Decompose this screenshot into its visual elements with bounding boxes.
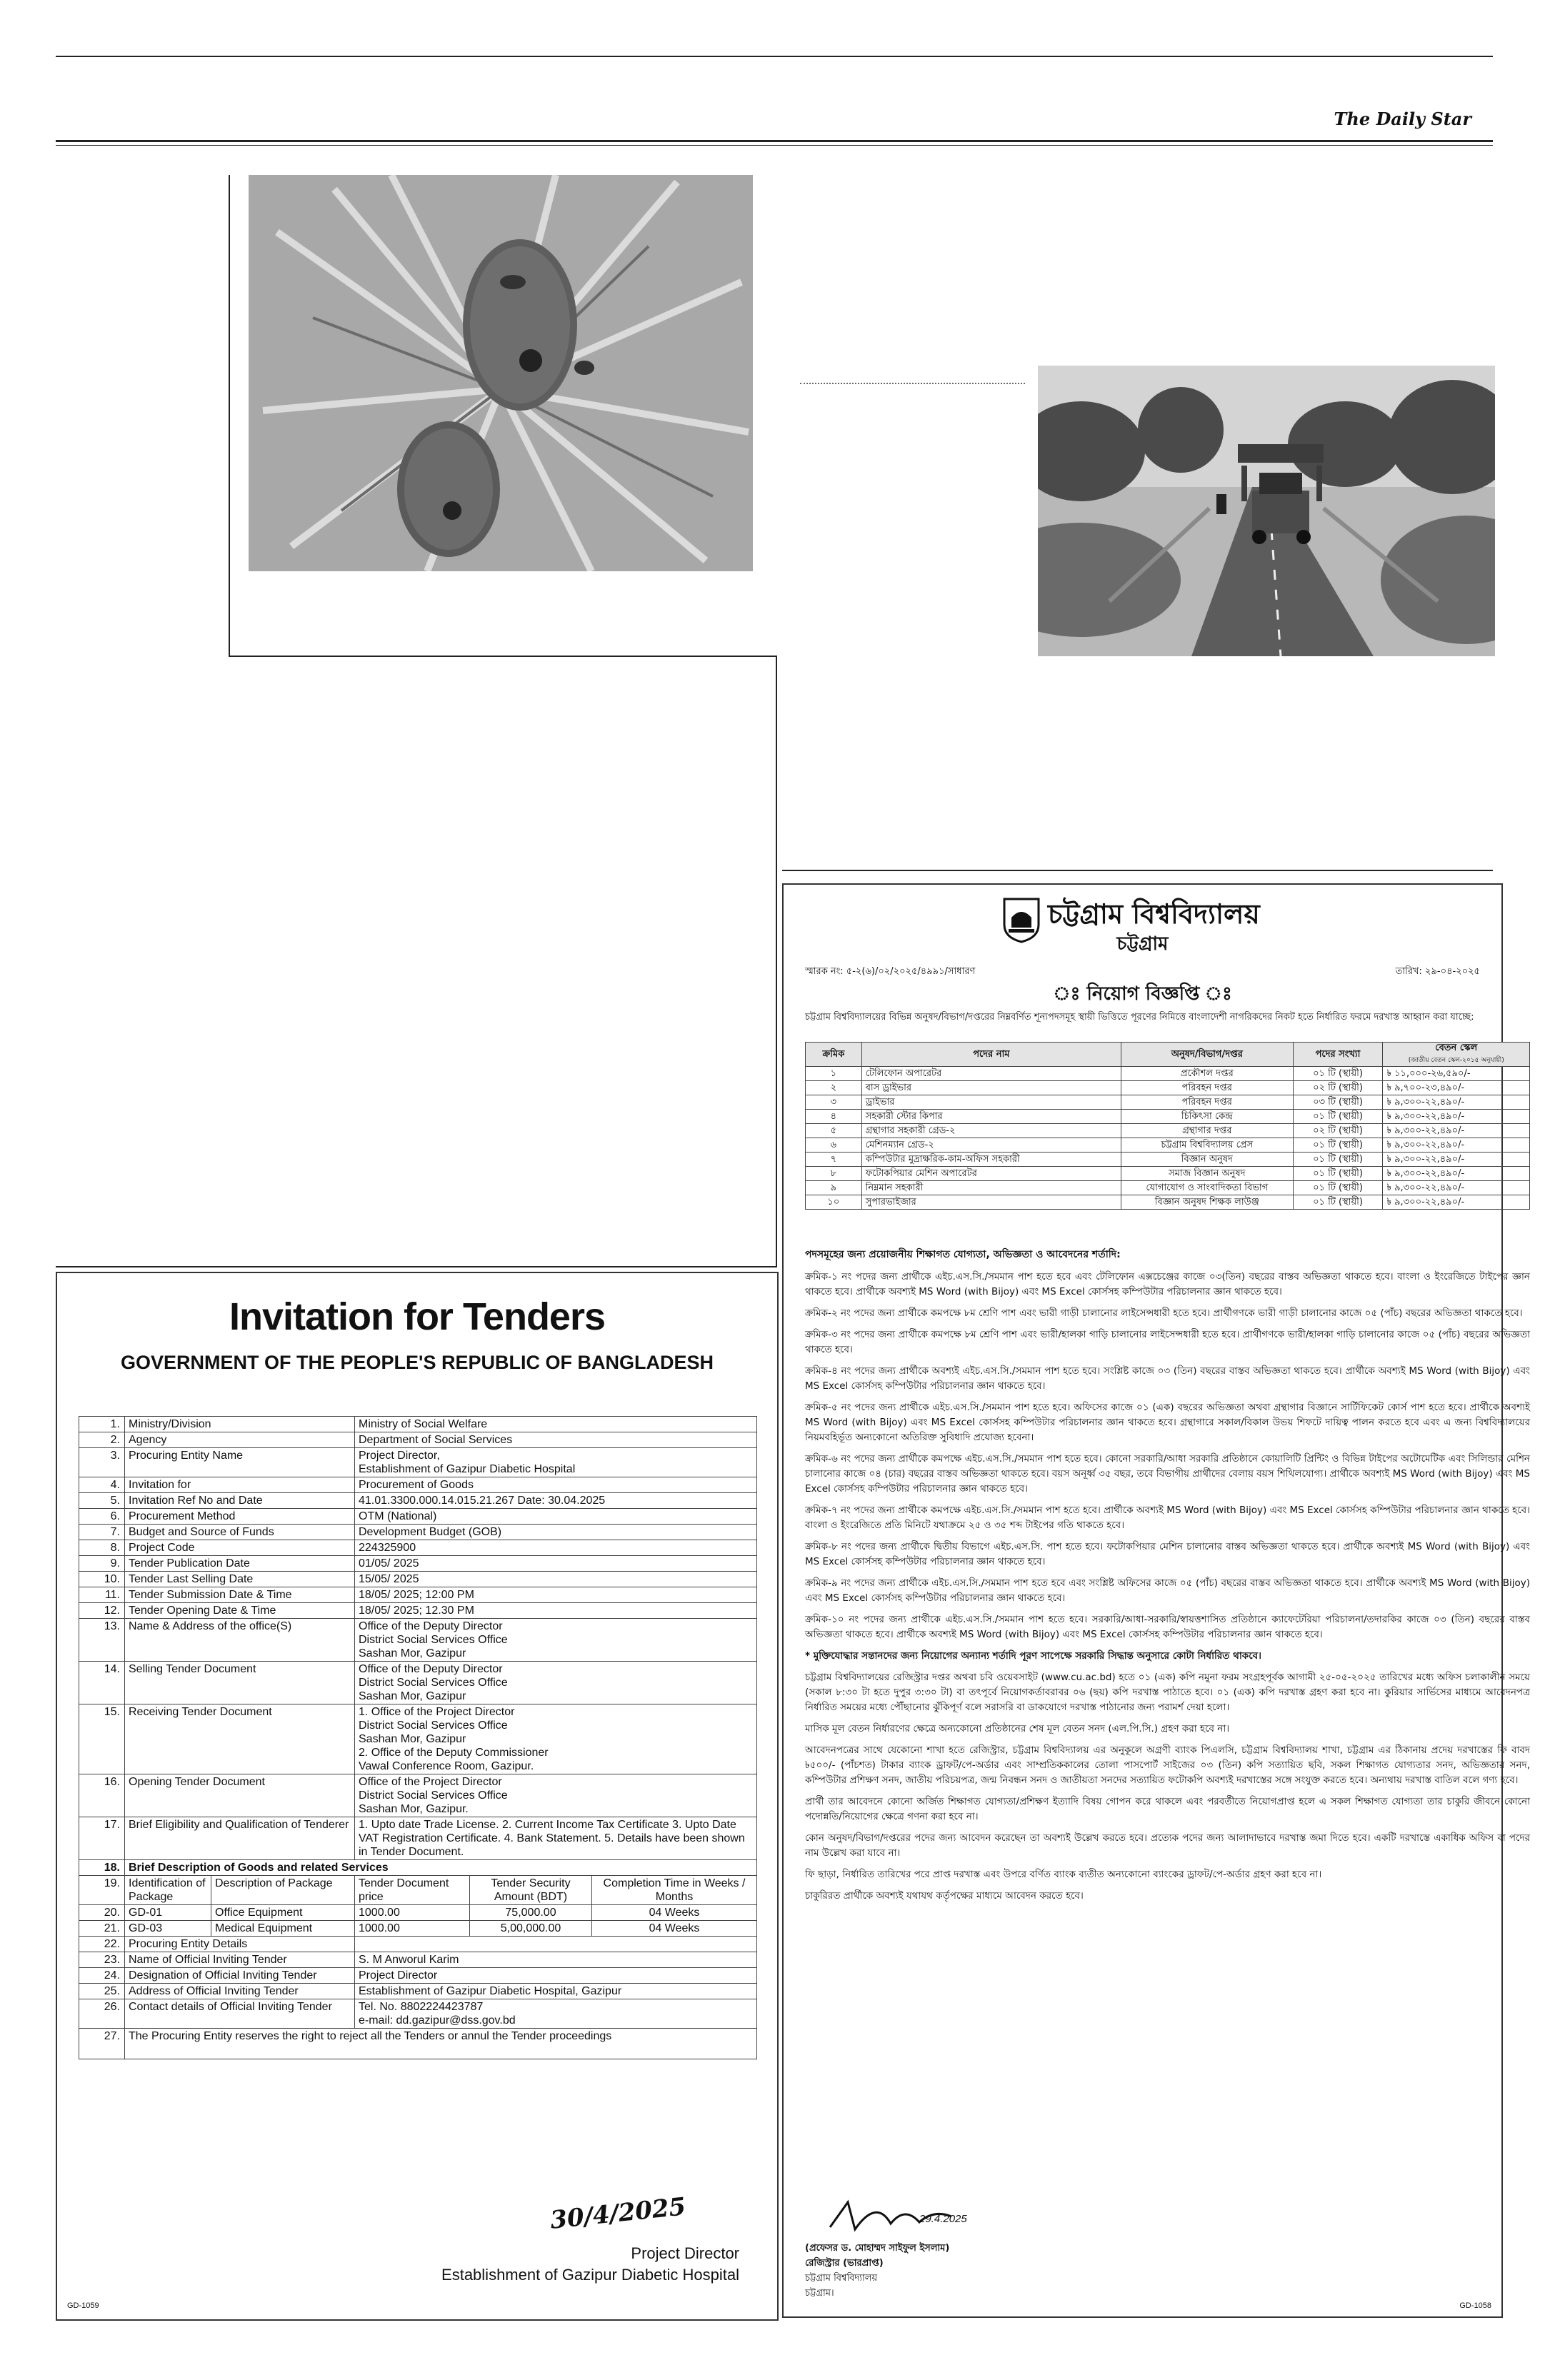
- university-name: চট্টগ্রাম বিশ্ববিদ্যালয়: [1048, 898, 1260, 930]
- package-id: GD-03: [125, 1921, 211, 1937]
- condition-paragraph: ক্রমিক-৬ নং পদের জন্য প্রার্থীকে কমপক্ষে এইচ.এস.সি./সমমান পাশ হতে হবে। কোনো সরকারি/আধা সরকারি প্রতিষ্ঠানে কোয়ালিটি প্রিন্টিং ও বিভিন্ন টাইপের অটোমেটিক এবং সিলিন্ডার মেশিন চালানোর কাজে ০৪ (চার) বছরের বাস্তব অভিজ্ঞতা থাকতে হবে। বয়স অনূর্ধ্ব ৩৫ বছর, তবে বিভাগীয় প্রার্থীদের বেলায় বয়স শিথিলযোগ্য। প্রার্থীকে অবশ্যই MS Word (with Bijoy) এবং MS Excel কোর্সসহ কম্পিউটার পরিচালনার জ্ঞান থাকতে হবে।: [805, 1453, 1531, 1495]
- post-scale: ৳ ১১,০০০-২৬,৫৯০/-: [1383, 1067, 1530, 1081]
- post-count: ০১ টি (স্থায়ী): [1293, 1138, 1383, 1153]
- post-scale: ৳ ৯,৩০০-২২,৪৯০/-: [1383, 1181, 1530, 1195]
- row-value: [355, 1937, 757, 1952]
- row-value: Tel. No. 8802224423787 e-mail: dd.gazipur@dss.gov.bd: [355, 1999, 757, 2029]
- post-row: [806, 1167, 1530, 1181]
- post-count: ০১ টি (স্থায়ী): [1293, 1067, 1383, 1081]
- row-label: Tender Last Selling Date: [125, 1572, 355, 1587]
- condition-paragraph: ক্রমিক-১ নং পদের জন্য প্রার্থীকে এইচ.এস.সি./সমমান পাশ হতে হবে এবং টেলিফোন এক্সচেঞ্জের কাজে ০৩(তিন) বছরের বাস্তব অভিজ্ঞতা থাকতে হবে। বাংলা ও ইংরেজিতে টাইপের জ্ঞান থাকতে হবে। প্রার্থীকে অবশ্যই MS Word (with Bijoy) এবং MS Excel কোর্সসহ কম্পিউটার পরিচালনার জ্ঞান থাকতে হবে।: [805, 1271, 1530, 1297]
- package-row: [79, 1905, 757, 1921]
- road-bridge-illustration: [1038, 366, 1495, 656]
- dotted-line: [800, 383, 1025, 384]
- col-office: অনুষদ/বিভাগ/দপ্তর: [1121, 1043, 1294, 1067]
- package-price: 1000.00: [355, 1921, 470, 1937]
- row-value: S. M Anworul Karim: [355, 1952, 757, 1968]
- post-office: পরিবহন দপ্তর: [1121, 1095, 1294, 1110]
- road-bridge-photo: [1038, 366, 1495, 656]
- header-rule-2: [56, 145, 1493, 146]
- tender-details-table: [79, 1416, 757, 2059]
- row-number: 19.: [79, 1876, 125, 1905]
- row-label: Procuring Entity Details: [125, 1937, 355, 1952]
- masthead: The Daily Star: [1334, 109, 1471, 129]
- top-rule: [56, 56, 1493, 57]
- row-number: 12.: [79, 1603, 125, 1619]
- package-security-header: Tender Security Amount (BDT): [470, 1876, 592, 1905]
- col-serial: ক্রমিক: [806, 1043, 862, 1067]
- post-row: [806, 1138, 1530, 1153]
- tender-subtitle: GOVERNMENT OF THE PEOPLE'S REPUBLIC OF BANGLADESH: [121, 1352, 714, 1373]
- tender-row: [79, 1774, 757, 1817]
- row-number: 13.: [79, 1619, 125, 1662]
- row-label: Project Code: [125, 1540, 355, 1556]
- post-count: ০১ টি (স্থায়ী): [1293, 1167, 1383, 1181]
- condition-paragraph: ক্রমিক-৭ নং পদের জন্য প্রার্থীকে কমপক্ষে এইচ.এস.সি./সমমান পাশ হতে হবে। প্রার্থীকে অবশ্যই MS Word (with Bijoy) এবং MS Excel কোর্সসহ কম্পিউটার পরিচালনার জ্ঞান থাকতে হবে। বাংলা ও ইংরেজিতে প্রতি মিনিটে যথাক্রমে ২৫ ও ৩৫ শব্দ টাইপের গতি থাকতে হবে।: [805, 1505, 1530, 1531]
- post-row: [806, 1181, 1530, 1195]
- instruction-paragraph: প্রার্থী তার আবেদনে কোনো অর্জিত শিক্ষাগত যোগ্যতা/প্রশিক্ষণ ইত্যাদি বিষয় গোপন করে থাকলে এবং পরবর্তীতে নিয়োগপ্রাপ্ত হলে এ সকল শিক্ষাগত যোগ্যতা তার চাকুরি জীবনে কোনো পদোন্নতি/নিয়োগের ক্ষেত্রে গণনা করা হবে না।: [805, 1796, 1530, 1822]
- row-value: 1. Office of the Project Director District Social Services Office Sashan Mor, Gazipur 2. Office of the Deputy Commissioner Vawal Conference Room, Gazipur.: [355, 1704, 757, 1774]
- row-number: 25.: [79, 1984, 125, 1999]
- post-name: বাস ড্রাইভার: [861, 1081, 1121, 1095]
- row-label: Tender Publication Date: [125, 1556, 355, 1572]
- signature: 30/4/2025: [549, 2192, 688, 2235]
- tender-row: [79, 1556, 757, 1572]
- posts-table: [805, 1042, 1530, 1210]
- post-office: পরিবহন দপ্তর: [1121, 1081, 1294, 1095]
- condition-paragraph: ক্রমিক-৩ নং পদের জন্য প্রার্থীকে কমপক্ষে ৮ম শ্রেণি পাশ এবং ভারী/হালকা গাড়ি চালানোর লাইসেন্সধারী হতে হবে। প্রার্থীগণকে ভারী/হালকা গাড়ি চালানোর কাজে ০৫ (পাঁচ) বছরের অভিজ্ঞতা থাকতে হবে।: [805, 1329, 1530, 1355]
- condition-paragraph: ক্রমিক-১০ নং পদের জন্য প্রার্থীকে এইচ.এস.সি./সমমান পাশ হতে হবে। সরকারি/আধা-সরকারি/স্বায়ত্তশাসিত প্রতিষ্ঠানে ক্যাফেটেরিয়া পরিচালনা/তদারকির কাজে ০৩ (তিন) বছরের বাস্তব অভিজ্ঞতা থাকতে হবে। প্রার্থীকে অবশ্যই MS Word (with Bijoy) এবং MS Excel কোর্সসহ কম্পিউটার পরিচালনার জ্ঞান থাকতে হবে।: [805, 1614, 1530, 1640]
- post-row: [806, 1195, 1530, 1210]
- row-number: 2.: [79, 1432, 125, 1448]
- university-advertisement: [782, 883, 1531, 2318]
- row-number: 5.: [79, 1493, 125, 1509]
- instruction-paragraph: কোন অনুষদ/বিভাগ/দপ্তরের পদের জন্য আবেদন করেছেন তা অবশ্যই উল্লেখ করতে হবে। প্রত্যেক পদের জন্য আলাদাভাবে দরখাস্ত জমা দিতে হবে। একটি দরখাস্তে একাধিক অফিস বা পদের নাম উল্লেখ করা যাবে না।: [805, 1832, 1530, 1859]
- post-scale: ৳ ৯,৩০০-২২,৪৯০/-: [1383, 1153, 1530, 1167]
- row-value: Office of the Deputy Director District Social Services Office Sashan Mor, Gazipur: [355, 1662, 757, 1704]
- layout-line: [782, 870, 1493, 871]
- post-serial: ৯: [806, 1181, 862, 1195]
- row-number: 22.: [79, 1937, 125, 1952]
- tender-row: [79, 1662, 757, 1704]
- instruction-paragraph: চাকুরিরত প্রার্থীকে অবশ্যই যথাযথ কর্তৃপক্ষের মাধ্যমে আবেদন করতে হবে।: [805, 1890, 1084, 1902]
- row-number: 21.: [79, 1921, 125, 1937]
- post-serial: ১: [806, 1067, 862, 1081]
- row-number: 16.: [79, 1774, 125, 1817]
- conditions-title: পদসমূহের জন্য প্রয়োজনীয় শিক্ষাগত যোগ্যতা, অভিজ্ঞতা ও আবেদনের শর্তাদি:: [805, 1249, 1121, 1260]
- post-count: ০১ টি (স্থায়ী): [1293, 1181, 1383, 1195]
- row-label: Tender Opening Date & Time: [125, 1603, 355, 1619]
- condition-paragraph: ক্রমিক-২ নং পদের জন্য প্রার্থীকে কমপক্ষে ৮ম শ্রেণি পাশ এবং ভারী গাড়ী চালানোর লাইসেন্সধারী হতে হবে। প্রার্থীগণকে ভারী গাড়ী চালানোর কাজে ০৫ (পাঁচ) বছরের অভিজ্ঞতা থাকতে হবে।: [805, 1307, 1523, 1319]
- layout-line: [776, 656, 777, 1266]
- registrar-title: রেজিস্ট্রার (ভারপ্রাপ্ত): [805, 2258, 884, 2269]
- post-office: যোগাযোগ ও সাংবাদিকতা বিভাগ: [1121, 1181, 1294, 1195]
- tender-row: [79, 1817, 757, 1860]
- post-scale: ৳ ৯,৩০০-২২,৪৯০/-: [1383, 1195, 1530, 1210]
- sign-org: Establishment of Gazipur Diabetic Hospital: [441, 2266, 739, 2284]
- post-serial: ৪: [806, 1110, 862, 1124]
- row-text: The Procuring Entity reserves the right to reject all the Tenders or annul the Tender proceedings: [125, 2029, 757, 2059]
- condition-paragraph: ক্রমিক-৯ নং পদের জন্য প্রার্থীকে এইচ.এস.সি./সমমান পাশ হতে হবে এবং সংশ্লিষ্ট অফিসের কাজে ০৫ (পাঁচ) বছরের বাস্তব অভিজ্ঞতা থাকতে হবে। প্রার্থীকে অবশ্যই MS Word (with Bijoy) এবং MS Excel কোর্সসহ কম্পিউটার পরিচালনার জ্ঞান থাকতে হবে।: [805, 1577, 1530, 1604]
- notice-date: তারিখ: ২৯-০৪-২০২৫: [1395, 966, 1480, 977]
- post-row: [806, 1081, 1530, 1095]
- row-number: 27.: [79, 2029, 125, 2059]
- post-count: ০২ টি (স্থায়ী): [1293, 1081, 1383, 1095]
- post-office: সমাজ বিজ্ঞান অনুষদ: [1121, 1167, 1294, 1181]
- tender-row: [79, 1860, 757, 1876]
- header-rule: [56, 140, 1493, 142]
- post-scale: ৳ ৯,৩০০-২২,৪৯০/-: [1383, 1110, 1530, 1124]
- sign-date: 29.4.2025: [919, 2213, 967, 2225]
- tender-row: [79, 1417, 757, 1432]
- tender-row: [79, 1493, 757, 1509]
- tender-row: [79, 1448, 757, 1477]
- row-label: Budget and Source of Funds: [125, 1525, 355, 1540]
- post-serial: ৩: [806, 1095, 862, 1110]
- row-label: Brief Description of Goods and related Services: [125, 1860, 757, 1876]
- post-name: কম্পিউটার মুদ্রাক্ষরিক-কাম-অফিস সহকারী: [861, 1153, 1121, 1167]
- post-scale: ৳ ৯,৩০০-২২,৪৯০/-: [1383, 1167, 1530, 1181]
- tender-row: [79, 1603, 757, 1619]
- tender-row: [79, 1999, 757, 2029]
- row-number: 18.: [79, 1860, 125, 1876]
- post-name: সহকারী স্টোর কিপার: [861, 1110, 1121, 1124]
- post-count: ০১ টি (স্থায়ী): [1293, 1110, 1383, 1124]
- conditions-block: [784, 1247, 1531, 1910]
- row-label: Procuring Entity Name: [125, 1448, 355, 1477]
- post-name: নিম্নমান সহকারী: [861, 1181, 1121, 1195]
- post-row: [806, 1110, 1530, 1124]
- tender-row: [79, 1509, 757, 1525]
- instruction-paragraph: চট্টগ্রাম বিশ্ববিদ্যালয়ের রেজিস্ট্রার দপ্তর অথবা চবি ওয়েবসাইট (www.cu.ac.bd) হতে ০১ (এক) কপি নমুনা ফরম সংগ্রহপূর্বক আগামী ২৫-০৫-২০২৫ তারিখের মধ্যে অফিস চলাকালীন সময়ে (সকাল ৮:৩০ টা হতে দুপুর ৩:৩০ টা) বা তৎপূর্বে নিয়োগকর্তাবরাবর ০৬ (ছয়) কপি দরখাস্ত পাঠাতে হবে। ০১ (এক) কপি দরখাস্ত গ্রহণ করা হবে না। কুরিয়ার সার্ভিসের মাধ্যমে আবেদনপত্র নির্ধারিত সময়ের মধ্যে পৌঁছানোর ঝুঁকিপূর্ণ বলে সরাসরি বা ডাকযোগে দরখাস্ত পাঠানোর জন্য পরামর্শ দেয়া হলো।: [805, 1672, 1530, 1713]
- layout-line: [229, 656, 777, 657]
- row-value: Establishment of Gazipur Diabetic Hospital, Gazipur: [355, 1984, 757, 1999]
- ad-code: GD-1059: [67, 2301, 99, 2310]
- post-row: [806, 1095, 1530, 1110]
- post-name: টেলিফোন অপারেটর: [861, 1067, 1121, 1081]
- post-office: প্রকৌশল দপ্তর: [1121, 1067, 1294, 1081]
- instruction-paragraph: মাসিক মূল বেতন নির্ধারণের ক্ষেত্রে অন্যকোনো প্রতিষ্ঠানের শেষ মূল বেতন সনদ (এল.পি.সি.) গ্রহণ করা হবে না।: [805, 1723, 1230, 1734]
- tender-row: [79, 1984, 757, 1999]
- package-time: 04 Weeks: [592, 1905, 757, 1921]
- row-number: 3.: [79, 1448, 125, 1477]
- row-number: 15.: [79, 1704, 125, 1774]
- row-value: 01/05/ 2025: [355, 1556, 757, 1572]
- university-city: চট্টগ্রাম: [1116, 933, 1169, 955]
- post-count: ০২ টি (স্থায়ী): [1293, 1124, 1383, 1138]
- post-office: চট্টগ্রাম বিশ্ববিদ্যালয় প্রেস: [1121, 1138, 1294, 1153]
- row-value: Project Director, Establishment of Gazipur Diabetic Hospital: [355, 1448, 757, 1477]
- post-name: গ্রন্থাগার সহকারী গ্রেড-২: [861, 1124, 1121, 1138]
- registrar-name: (প্রফেসর ড. মোহাম্মদ সাইফুল ইসলাম): [805, 2243, 950, 2254]
- col-scale: [1383, 1043, 1530, 1067]
- post-name: সুপারভাইজার: [861, 1195, 1121, 1210]
- row-number: 26.: [79, 1999, 125, 2029]
- tender-row: [79, 2029, 757, 2059]
- row-label: Receiving Tender Document: [125, 1704, 355, 1774]
- row-label: Tender Submission Date & Time: [125, 1587, 355, 1603]
- package-desc: Office Equipment: [211, 1905, 355, 1921]
- tender-title: Invitation for Tenders: [229, 1295, 606, 1338]
- row-value: Project Director: [355, 1968, 757, 1984]
- row-number: 7.: [79, 1525, 125, 1540]
- col-post: পদের নাম: [861, 1043, 1121, 1067]
- quota-note: * মুক্তিযোদ্ধার সন্তানদের জন্য নিয়োগের অন্যান্য শর্তাদি পূরণ সাপেক্ষে সরকারি সিদ্ধান্ত অনুসারে কোটা নির্ধারিত থাকবে।: [805, 1650, 1261, 1662]
- tender-row: [79, 1619, 757, 1662]
- post-count: ০১ টি (স্থায়ী): [1293, 1153, 1383, 1167]
- post-serial: ৮: [806, 1167, 862, 1181]
- package-price: 1000.00: [355, 1905, 470, 1921]
- tender-row: [79, 1704, 757, 1774]
- notice-title: ঃ নিয়োগ বিজ্ঞপ্তি ঃ: [1053, 983, 1232, 1005]
- row-value: Office of the Project Director District Social Services Office Sashan Mor, Gazipur.: [355, 1774, 757, 1817]
- row-label: Opening Tender Document: [125, 1774, 355, 1817]
- post-scale: ৳ ৯,৭০০-২৩,৪৯০/-: [1383, 1081, 1530, 1095]
- post-row: [806, 1124, 1530, 1138]
- layout-line: [229, 175, 230, 657]
- notice-intro: চট্টগ্রাম বিশ্ববিদ্যালয়ের বিভিন্ন অনুষদ/বিভাগ/দপ্তরের নিম্নবর্ণিত শূন্যপদসমূহ স্থায়ী ভিত্তিতে পূরণের নিমিত্তে বাংলাদেশী নাগরিকদের নিকট হতে নির্ধারিত ফরমে দরখাস্ত আহ্বান করা যাচ্ছে:: [805, 1012, 1474, 1023]
- row-value: 1. Upto date Trade License. 2. Current Income Tax Certificate 3. Upto Date VAT Registration Certificate. 4. Bank Statement. 5. Details have been shown in Tender Document.: [355, 1817, 757, 1860]
- post-count: ০১ টি (স্থায়ী): [1293, 1195, 1383, 1210]
- row-label: Ministry/Division: [125, 1417, 355, 1432]
- post-office: গ্রন্থাগার দপ্তর: [1121, 1124, 1294, 1138]
- tender-advertisement: [56, 1272, 779, 2321]
- ad-code: GD-1058: [1459, 2301, 1491, 2310]
- tender-row: [79, 1572, 757, 1587]
- package-security: 75,000.00: [470, 1905, 592, 1921]
- post-serial: ২: [806, 1081, 862, 1095]
- post-office: বিজ্ঞান অনুষদ: [1121, 1153, 1294, 1167]
- package-security: 5,00,000.00: [470, 1921, 592, 1937]
- row-number: 8.: [79, 1540, 125, 1556]
- row-value: Department of Social Services: [355, 1432, 757, 1448]
- row-value: 224325900: [355, 1540, 757, 1556]
- row-value: 41.01.3300.000.14.015.21.267 Date: 30.04.2025: [355, 1493, 757, 1509]
- condition-paragraph: ক্রমিক-৪ নং পদের জন্য প্রার্থীকে অবশ্যই এইচ.এস.সি./সমমান পাশ হতে হবে। সংশ্লিষ্ট কাজে ০৩ (তিন) বছরের বাস্তব অভিজ্ঞতা থাকতে হবে। প্রার্থীকে অবশ্যই MS Word (with Bijoy) এবং MS Excel কোর্সসহ কম্পিউটার পরিচালনার জ্ঞান থাকতে হবে।: [805, 1365, 1530, 1392]
- row-number: 11.: [79, 1587, 125, 1603]
- package-id-header: Identification of Package: [125, 1876, 211, 1905]
- row-number: 1.: [79, 1417, 125, 1432]
- post-row: [806, 1153, 1530, 1167]
- post-scale: ৳ ৯,৩০০-২২,৪৯০/-: [1383, 1138, 1530, 1153]
- tender-row: [79, 1477, 757, 1493]
- post-name: মেশিনম্যান গ্রেড-২: [861, 1138, 1121, 1153]
- tender-row: [79, 1432, 757, 1448]
- row-label: Address of Official Inviting Tender: [125, 1984, 355, 1999]
- row-label: Invitation for: [125, 1477, 355, 1493]
- row-label: Selling Tender Document: [125, 1662, 355, 1704]
- sign-title: Project Director: [631, 2244, 739, 2262]
- weaver-nests-photo: [249, 175, 753, 571]
- package-time-header: Completion Time in Weeks / Months: [592, 1876, 757, 1905]
- post-serial: ৫: [806, 1124, 862, 1138]
- row-label: Designation of Official Inviting Tender: [125, 1968, 355, 1984]
- post-office: বিজ্ঞান অনুষদ শিক্ষক লাউঞ্জ: [1121, 1195, 1294, 1210]
- tender-row: [79, 1952, 757, 1968]
- tender-row: [79, 1540, 757, 1556]
- row-value: Development Budget (GOB): [355, 1525, 757, 1540]
- row-label: Name & Address of the office(S): [125, 1619, 355, 1662]
- row-number: 17.: [79, 1817, 125, 1860]
- row-value: 15/05/ 2025: [355, 1572, 757, 1587]
- row-label: Agency: [125, 1432, 355, 1448]
- row-label: Procurement Method: [125, 1509, 355, 1525]
- condition-paragraph: ক্রমিক-৫ নং পদের জন্য প্রার্থীকে এইচ.এস.সি./সমমান পাশ হতে হবে। অফিসের কাজে ০১ (এক) বছরের অভিজ্ঞতা অথবা গ্রন্থাগার বিজ্ঞানে সার্টিফিকেট কোর্স পাশ হতে হবে। প্রার্থীকে অবশ্যই MS Word (with Bijoy) এবং MS Excel কোর্সসহ কম্পিউটার পরিচালনার জ্ঞান থাকতে হবে। গ্রন্থাগারে সকাল/বিকাল উভয় শিফটে দায়িত্ব পালন করতে হবে এবং এ জন্য বিশ্ববিদ্যালয়ের নিয়মবহির্ভূত অন্যকোনো অতিরিক্ত সুবিধাদি প্রযোজ্য হবেনা।: [805, 1402, 1530, 1443]
- col-scale-note: (জাতীয় বেতন স্কেল-২০১৫ অনুযায়ী): [1408, 1057, 1504, 1064]
- row-value: OTM (National): [355, 1509, 757, 1525]
- instruction-paragraph: আবেদনপত্রের সাথে যেকোনো শাখা হতে রেজিস্ট্রার, চট্টগ্রাম বিশ্ববিদ্যালয় এর অনুকূলে অগ্রণী ব্যাংক পিএলসি, চট্টগ্রাম বিশ্ববিদ্যালয় শাখা, চট্টগ্রাম এর ঠিকানায় প্রদেয় দরখাস্তের ফি বাবদ ৳৫০০/- (পাঁচশত) টাকার ব্যাংক ড্রাফট/পে-অর্ডার এবং সাম্প্রতিককালের তোলা পাসপোর্ট সাইজের ০৩ (তিন) কপি সত্যায়িত ছবি, সকল শিক্ষাগত যোগ্যতার সনদ, অভিজ্ঞতার সনদ, কম্পিউটার প্রশিক্ষণ সনদ, জাতীয় পরিচয়পত্র, জন্ম নিবন্ধন সনদ ও জাতীয়তা সনদের সত্যায়িত ফটোকপি অবশ্যই দরখাস্তের সঙ্গে সংযুক্ত করতে হবে। অন্যথায় দরখাস্ত বাতিল বলে গণ্য হবে।: [805, 1744, 1530, 1786]
- post-office: চিকিৎসা কেন্দ্র: [1121, 1110, 1294, 1124]
- row-number: 14.: [79, 1662, 125, 1704]
- row-value: Ministry of Social Welfare: [355, 1417, 757, 1432]
- package-desc-header: Description of Package: [211, 1876, 355, 1905]
- post-name: ড্রাইভার: [861, 1095, 1121, 1110]
- registrar-city: চট্টগ্রাম।: [805, 2288, 834, 2299]
- row-label: Name of Official Inviting Tender: [125, 1952, 355, 1968]
- post-serial: ৭: [806, 1153, 862, 1167]
- package-id: GD-01: [125, 1905, 211, 1921]
- post-serial: ১০: [806, 1195, 862, 1210]
- row-number: 20.: [79, 1905, 125, 1921]
- post-name: ফটোকপিয়ার মেশিন অপারেটর: [861, 1167, 1121, 1181]
- tender-row: [79, 1937, 757, 1952]
- row-value: Procurement of Goods: [355, 1477, 757, 1493]
- row-number: 9.: [79, 1556, 125, 1572]
- memo-number: স্মারক নং: ৫-২(৬)/০২/২০২৫/৪৯৯১/সাধারণ: [805, 966, 976, 977]
- package-price-header: Tender Document price: [355, 1876, 470, 1905]
- tender-row: [79, 1587, 757, 1603]
- row-value: 18/05/ 2025; 12:00 PM: [355, 1587, 757, 1603]
- row-value: 18/05/ 2025; 12.30 PM: [355, 1603, 757, 1619]
- weaver-nests-illustration: [249, 175, 753, 571]
- row-number: 23.: [79, 1952, 125, 1968]
- registrar-org: চট্টগ্রাম বিশ্ববিদ্যালয়: [805, 2273, 878, 2284]
- row-label: Contact details of Official Inviting Tender: [125, 1999, 355, 2029]
- layout-line: [56, 1266, 777, 1267]
- package-header-row: [79, 1876, 757, 1905]
- tender-row: [79, 1968, 757, 1984]
- post-scale: ৳ ৯,৩০০-২২,৪৯০/-: [1383, 1095, 1530, 1110]
- post-count: ০৩ টি (স্থায়ী): [1293, 1095, 1383, 1110]
- condition-paragraph: ক্রমিক-৮ নং পদের জন্য প্রার্থীকে দ্বিতীয় বিভাগে এইচ.এস.সি. পাশ হতে হবে। ফটোকপিয়ার মেশিন চালানোর বাস্তব অভিজ্ঞতা থাকতে হবে। প্রার্থীকে অবশ্যই MS Word (with Bijoy) এবং MS Excel কোর্সসহ কম্পিউটার পরিচালনার জ্ঞান থাকতে হবে।: [805, 1541, 1530, 1567]
- row-number: 4.: [79, 1477, 125, 1493]
- col-count: পদের সংখ্যা: [1293, 1043, 1383, 1067]
- post-scale: ৳ ৯,৩০০-২২,৪৯০/-: [1383, 1124, 1530, 1138]
- row-label: Invitation Ref No and Date: [125, 1493, 355, 1509]
- tender-row: [79, 1525, 757, 1540]
- row-number: 24.: [79, 1968, 125, 1984]
- instruction-paragraph: ফি ছাড়া, নির্ধারিত তারিখের পরে প্রাপ্ত দরখাস্ত এবং উপরে বর্ণিত ব্যাংক ব্যতীত অন্যকোনো ব্যাংকের ড্রাফট/পে-অর্ডার গ্রহণ করা হবে না।: [805, 1869, 1322, 1880]
- package-time: 04 Weeks: [592, 1921, 757, 1937]
- post-row: [806, 1067, 1530, 1081]
- row-label: Brief Eligibility and Qualification of Tenderer: [125, 1817, 355, 1860]
- row-number: 6.: [79, 1509, 125, 1525]
- row-number: 10.: [79, 1572, 125, 1587]
- row-value: Office of the Deputy Director District Social Services Office Sashan Mor, Gazipur: [355, 1619, 757, 1662]
- package-desc: Medical Equipment: [211, 1921, 355, 1937]
- post-serial: ৬: [806, 1138, 862, 1153]
- col-scale-label: বেতন স্কেল: [1435, 1043, 1478, 1053]
- package-row: [79, 1921, 757, 1937]
